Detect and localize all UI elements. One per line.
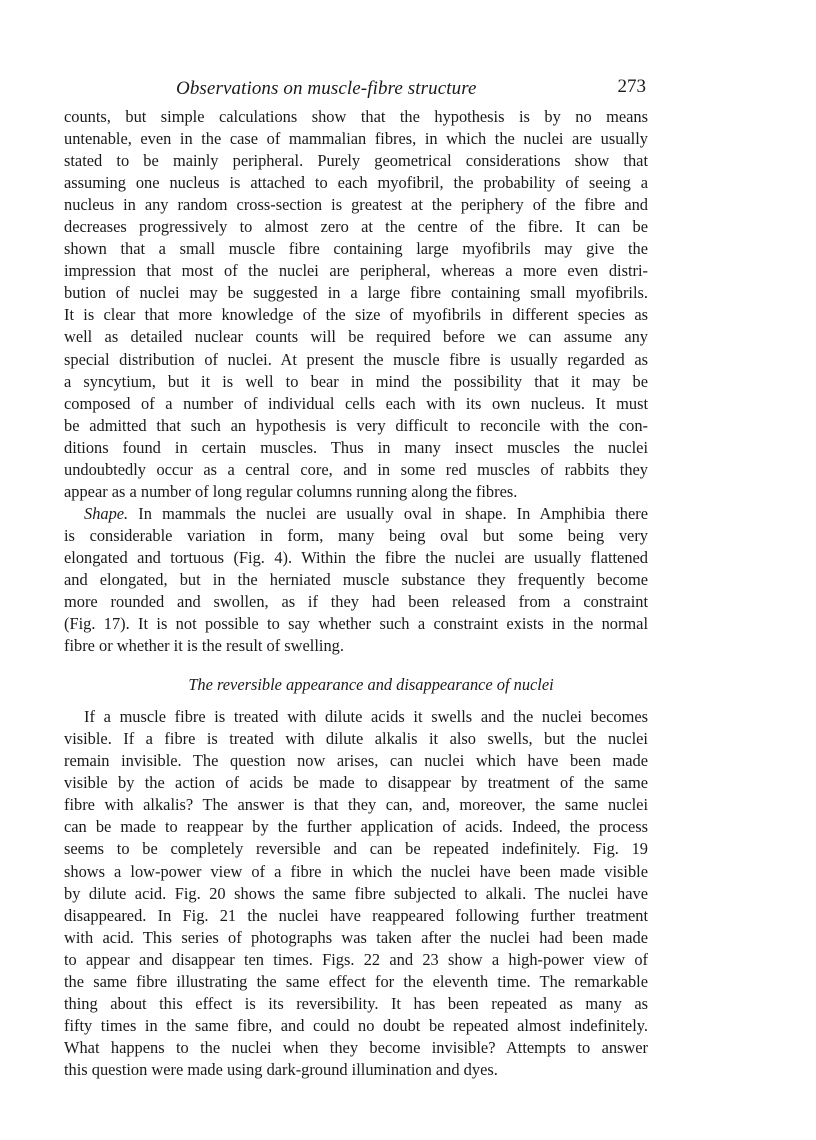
text-line: seems to be completely reversible and can be repeated indefinitely. Fig. 19: [64, 839, 648, 859]
text-line: visible. If a fibre is treated with dilute alkalis it also swells, but the nuclei: [64, 729, 648, 749]
text-line: with acid. This series of photographs was taken after the nuclei had been made: [64, 927, 648, 947]
journal-page: [64, 72, 648, 1081]
text-line: impression that most of the nuclei are peripheral, whereas a more even distri-: [64, 261, 648, 281]
text-line: stated to be mainly peripheral. Purely geometrical considerations show that: [64, 151, 648, 171]
text-line: and elongated, but in the herniated muscle substance they frequently become: [64, 569, 648, 589]
running-head: [64, 72, 648, 106]
paragraph-shape: [64, 503, 648, 657]
text-line-rest: In mammals the nuclei are usually oval in shape. In Amphibia there: [128, 503, 648, 523]
text-line: can be made to reappear by the further application of acids. Indeed, the process: [64, 817, 648, 837]
text-line: thing about this effect is its reversibility. It has been repeated as many as: [64, 993, 648, 1013]
paragraph-continuation: [64, 106, 648, 503]
text-line: undoubtedly occur as a central core, and in some red muscles of rabbits they: [64, 459, 648, 479]
text-line: counts, but simple calculations show that the hypothesis is by no means: [64, 107, 648, 126]
text-line: elongated and tortuous (Fig. 4). Within the fibre the nuclei are usually flattened: [64, 547, 648, 567]
text-line: fibre or whether it is the result of swelling.: [64, 636, 344, 656]
text-line: the same fibre illustrating the same effect for the eleventh time. The remarkable: [64, 971, 648, 991]
text-line: assuming one nucleus is attached to each myofibril, the probability of seeing a: [64, 173, 648, 193]
text-line: well as detailed nuclear counts will be required before we can assume any: [64, 327, 648, 347]
text-line: shows a low-power view of a fibre in which the nuclei have been made visible: [64, 861, 648, 881]
page-number: 273: [617, 76, 646, 97]
text-line: this question were made using dark-ground illumination and dyes.: [64, 1059, 498, 1079]
run-in-heading: Shape.: [84, 503, 129, 523]
text-line: by dilute acid. Fig. 20 shows the same fibre subjected to alkali. The nuclei have: [64, 883, 648, 903]
text-line: remain invisible. The question now arises, can nuclei which have been made: [64, 751, 648, 771]
text-line: composed of a number of individual cells each with its own nucleus. It must: [64, 393, 648, 413]
text-line: to appear and disappear ten times. Figs. 22 and 23 show a high-power view of: [64, 949, 648, 969]
text-line: ditions found in certain muscles. Thus in many insect muscles the nuclei: [64, 437, 648, 457]
text-line: more rounded and swollen, as if they had been released from a constraint: [64, 592, 648, 612]
text-line: is considerable variation in form, many being oval but some being very: [64, 525, 648, 545]
text-line: bution of nuclei may be suggested in a large fibre containing small myofibrils.: [64, 283, 648, 303]
text-line: (Fig. 17). It is not possible to say whether such a constraint exists in the normal: [64, 614, 648, 634]
running-title: Observations on muscle-fibre structure: [176, 78, 477, 99]
text-line: fifty times in the same fibre, and could no doubt be repeated almost indefinitely.: [64, 1015, 648, 1035]
text-line: disappeared. In Fig. 21 the nuclei have reappeared following further treatment: [64, 905, 648, 925]
text-line: [64, 503, 648, 525]
text-line: be admitted that such an hypothesis is very difficult to reconcile with the con-: [64, 415, 648, 435]
text-line: decreases progressively to almost zero at the centre of the fibre. It can be: [64, 217, 648, 237]
text-line: a syncytium, but it is well to bear in mind the possibility that it may be: [64, 371, 648, 391]
paragraph-reversible: [64, 706, 648, 1081]
text-line: nucleus in any random cross-section is greatest at the periphery of the fibre and: [64, 195, 648, 215]
text-line: It is clear that more knowledge of the size of myofibrils in different species as: [64, 305, 648, 325]
text-line: appear as a number of long regular columns running along the fibres.: [64, 481, 518, 501]
text-line: visible by the action of acids be made to disappear by treatment of the same: [64, 773, 648, 793]
text-line: untenable, even in the case of mammalian fibres, in which the nuclei are usually: [64, 129, 648, 149]
section-heading: The reversible appearance and disappearance of nuclei: [188, 675, 554, 695]
text-line: If a muscle fibre is treated with dilute acids it swells and the nuclei becomes: [84, 707, 648, 727]
text-line: What happens to the nuclei when they become invisible? Attempts to answer: [64, 1037, 648, 1057]
text-line: special distribution of nuclei. At present the muscle fibre is usually regarded as: [64, 349, 648, 369]
text-line: shown that a small muscle fibre containing large myofibrils may give the: [64, 239, 648, 259]
text-line: fibre with alkalis? The answer is that they can, and, moreover, the same nuclei: [64, 795, 648, 815]
